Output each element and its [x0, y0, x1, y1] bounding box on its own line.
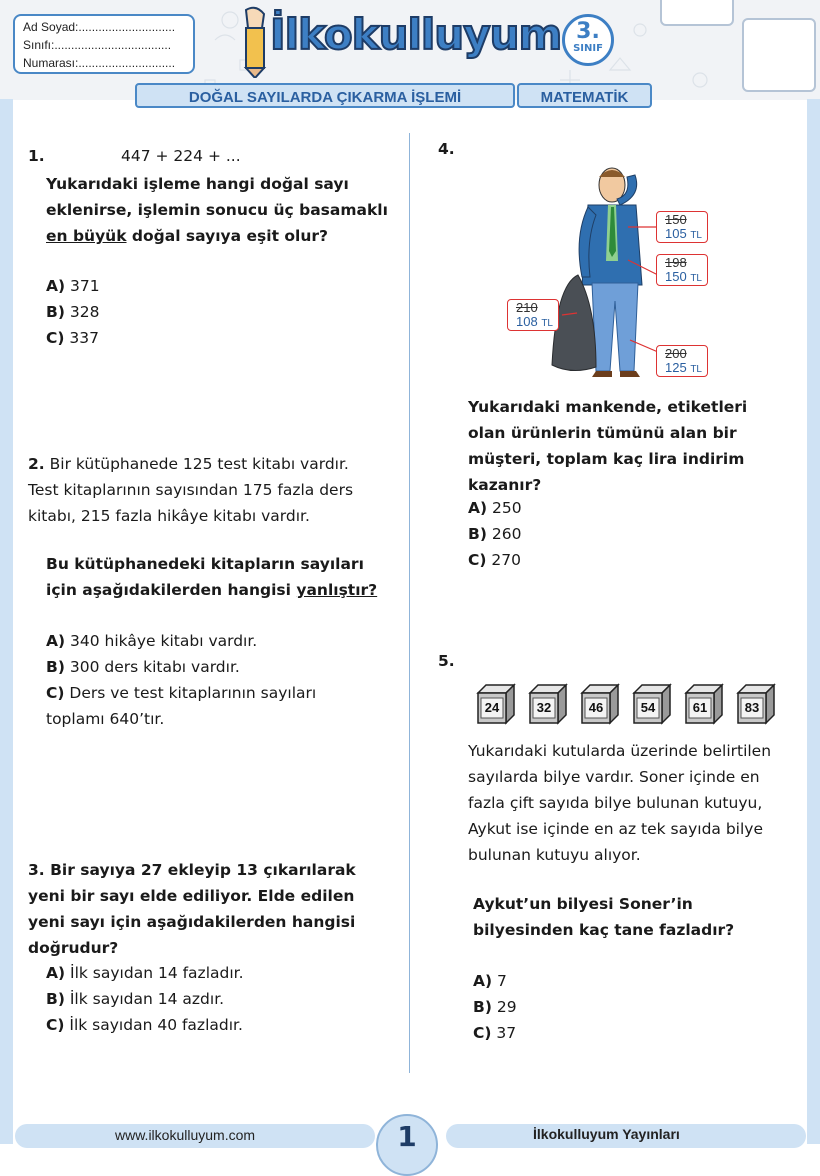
- option-label: A): [468, 499, 488, 517]
- option-label: B): [473, 998, 492, 1016]
- score-box: [742, 18, 816, 92]
- option-text: İlk sayıdan 40 fazladır.: [69, 1016, 243, 1034]
- q1-option-c[interactable]: [46, 325, 100, 351]
- option-text: 328: [69, 303, 100, 321]
- q2-intro: [28, 451, 378, 529]
- old-price: 198: [665, 255, 687, 270]
- option-text: 337: [69, 329, 99, 347]
- q2-stem: [46, 551, 381, 603]
- option-text: 260: [491, 525, 522, 543]
- new-price: 105: [665, 226, 687, 241]
- q5-options: [473, 968, 517, 1046]
- q1-stem: [46, 171, 391, 249]
- option-label: B): [46, 303, 65, 321]
- q4-option-b[interactable]: [468, 521, 522, 547]
- q5-stem: Aykut’un bilyesi Soner’in bilyesinden kaç tane fazladır?: [473, 895, 735, 939]
- grade-badge: [562, 14, 614, 66]
- option-label: C): [46, 329, 65, 347]
- option-label: B): [468, 525, 487, 543]
- q1-option-b[interactable]: [46, 299, 100, 325]
- subject-title: MATEMATİK: [517, 83, 652, 108]
- option-text: 250: [492, 499, 522, 517]
- option-text: 270: [491, 551, 521, 569]
- option-label: A): [473, 972, 493, 990]
- option-text: 371: [70, 277, 100, 295]
- price-tag-pants: [656, 345, 708, 377]
- marble-box: [528, 683, 568, 725]
- q3-options: [46, 960, 244, 1038]
- marble-box: [736, 683, 776, 725]
- option-text: 7: [497, 972, 507, 990]
- option-label: C): [46, 684, 65, 702]
- q3-option-c[interactable]: [46, 1012, 244, 1038]
- option-label: B): [46, 658, 65, 676]
- q4-options: [468, 495, 522, 573]
- q1-stem-end: doğal sayıya eşit olur?: [126, 227, 329, 245]
- q5-number: 5.: [438, 652, 455, 670]
- topic-title: DOĞAL SAYILARDA ÇIKARMA İŞLEMİ: [135, 83, 515, 108]
- marble-box: [580, 683, 620, 725]
- option-text: İlk sayıdan 14 fazladır.: [70, 964, 244, 982]
- old-price: 210: [516, 300, 538, 315]
- page-number: 1: [397, 1120, 417, 1153]
- option-text: 300 ders kitabı vardır.: [69, 658, 240, 676]
- marble-box: [476, 683, 516, 725]
- q3-stem: [28, 857, 388, 961]
- new-price: 125: [665, 360, 687, 375]
- option-text: 37: [496, 1024, 517, 1042]
- new-price: 150: [665, 269, 687, 284]
- option-label: B): [46, 990, 65, 1008]
- grade-number: 3.: [576, 19, 600, 44]
- box-count: 32: [536, 700, 552, 715]
- currency: TL: [690, 230, 702, 241]
- marble-box: [684, 683, 724, 725]
- option-label: A): [46, 964, 66, 982]
- q4-stem: Yukarıdaki mankende, etiketleri olan ürünlerin tümünü alan bir müşteri, toplam kaç lira indirim kazanır?: [468, 398, 748, 494]
- q5-option-c[interactable]: [473, 1020, 517, 1046]
- q5-option-b[interactable]: [473, 994, 517, 1020]
- q2-intro-text: Bir kütüphanede 125 test kitabı vardır. Test kitaplarının sayısından 175 fazla ders kitabı, 215 fazla hikâye kitabı vardır.: [28, 455, 354, 525]
- q3-option-b[interactable]: [46, 986, 244, 1012]
- option-label: C): [468, 551, 487, 569]
- option-label: C): [46, 1016, 65, 1034]
- q2-options: [46, 628, 366, 732]
- class-line: Sınıfı:...................................: [23, 38, 172, 52]
- box-count: 61: [692, 700, 708, 715]
- grade-label: SINIF: [573, 43, 603, 54]
- q3-stem-text: Bir sayıya 27 ekleyip 13 çıkarılarak yeni bir sayı elde ediliyor. Elde edilen yeni sayı için aşağıdakilerden hangisi doğrudur?: [28, 861, 356, 957]
- q1-options: [46, 273, 100, 351]
- currency: TL: [541, 318, 553, 329]
- name-line: Ad Soyad:.............................: [23, 20, 176, 34]
- option-text: İlk sayıdan 14 azdır.: [69, 990, 225, 1008]
- number-line: Numarası:.............................: [23, 56, 176, 70]
- q2-stem-underlined: yanlıştır?: [296, 581, 378, 599]
- option-text: Ders ve test kitaplarının sayıları toplamı 640’tır.: [46, 684, 317, 728]
- option-text: 340 hikâye kitabı vardır.: [70, 632, 258, 650]
- brand-logo: İlkokulluyum: [270, 10, 562, 59]
- box-count: 54: [640, 700, 656, 715]
- q3-number: 3.: [28, 861, 45, 879]
- q4-number: 4.: [438, 140, 455, 158]
- q1-stem-text: Yukarıdaki işleme hangi doğal sayı eklenirse, işlemin sonucu üç basamaklı: [46, 175, 388, 219]
- old-price: 200: [665, 346, 687, 361]
- price-tag-shirt: [656, 254, 708, 286]
- q2-option-a[interactable]: [46, 628, 366, 654]
- option-text: 29: [496, 998, 517, 1016]
- q5-intro: Yukarıdaki kutularda üzerinde belirtilen sayılarda bilye vardır. Soner içinde en fazla çift sayıda bilye bulunan kutuyu, Aykut ise içinde en az tek sayıda bilye bulunan kutuyu alıyor.: [468, 742, 772, 864]
- q5-option-a[interactable]: [473, 968, 517, 994]
- price-tag-tie: [656, 211, 708, 243]
- new-price: 108: [516, 314, 538, 329]
- old-price: 150: [665, 212, 687, 227]
- score-box-small: [660, 0, 734, 26]
- column-divider: [409, 133, 410, 1073]
- q4-option-a[interactable]: [468, 495, 522, 521]
- q3-option-a[interactable]: [46, 960, 244, 986]
- box-count: 46: [588, 700, 604, 715]
- box-count: 83: [744, 700, 760, 715]
- currency: TL: [690, 273, 702, 284]
- student-info-box: [13, 14, 195, 74]
- q1-stem-underlined: en büyük: [46, 227, 127, 245]
- q2-option-b[interactable]: [46, 654, 366, 680]
- footer-website-link[interactable]: www.ilkokulluyum.com: [115, 1127, 256, 1143]
- q1-expression: 447 + 224 + ...: [121, 147, 241, 165]
- currency: TL: [690, 364, 702, 375]
- option-label: A): [46, 277, 66, 295]
- q1-number: 1.: [28, 147, 45, 165]
- footer-publisher: İlkokulluyum Yayınları: [533, 1126, 680, 1142]
- option-label: C): [473, 1024, 492, 1042]
- marble-box: [632, 683, 672, 725]
- q2-number: 2.: [28, 455, 45, 473]
- q2-option-c[interactable]: [46, 680, 366, 732]
- q1-option-a[interactable]: [46, 273, 100, 299]
- option-label: A): [46, 632, 66, 650]
- box-count: 24: [484, 700, 500, 715]
- price-tag-coat: [507, 299, 559, 331]
- q2-stem-text: Bu kütüphanedeki kitapların sayıları için aşağıdakilerden hangisi: [46, 555, 364, 599]
- q4-option-c[interactable]: [468, 547, 522, 573]
